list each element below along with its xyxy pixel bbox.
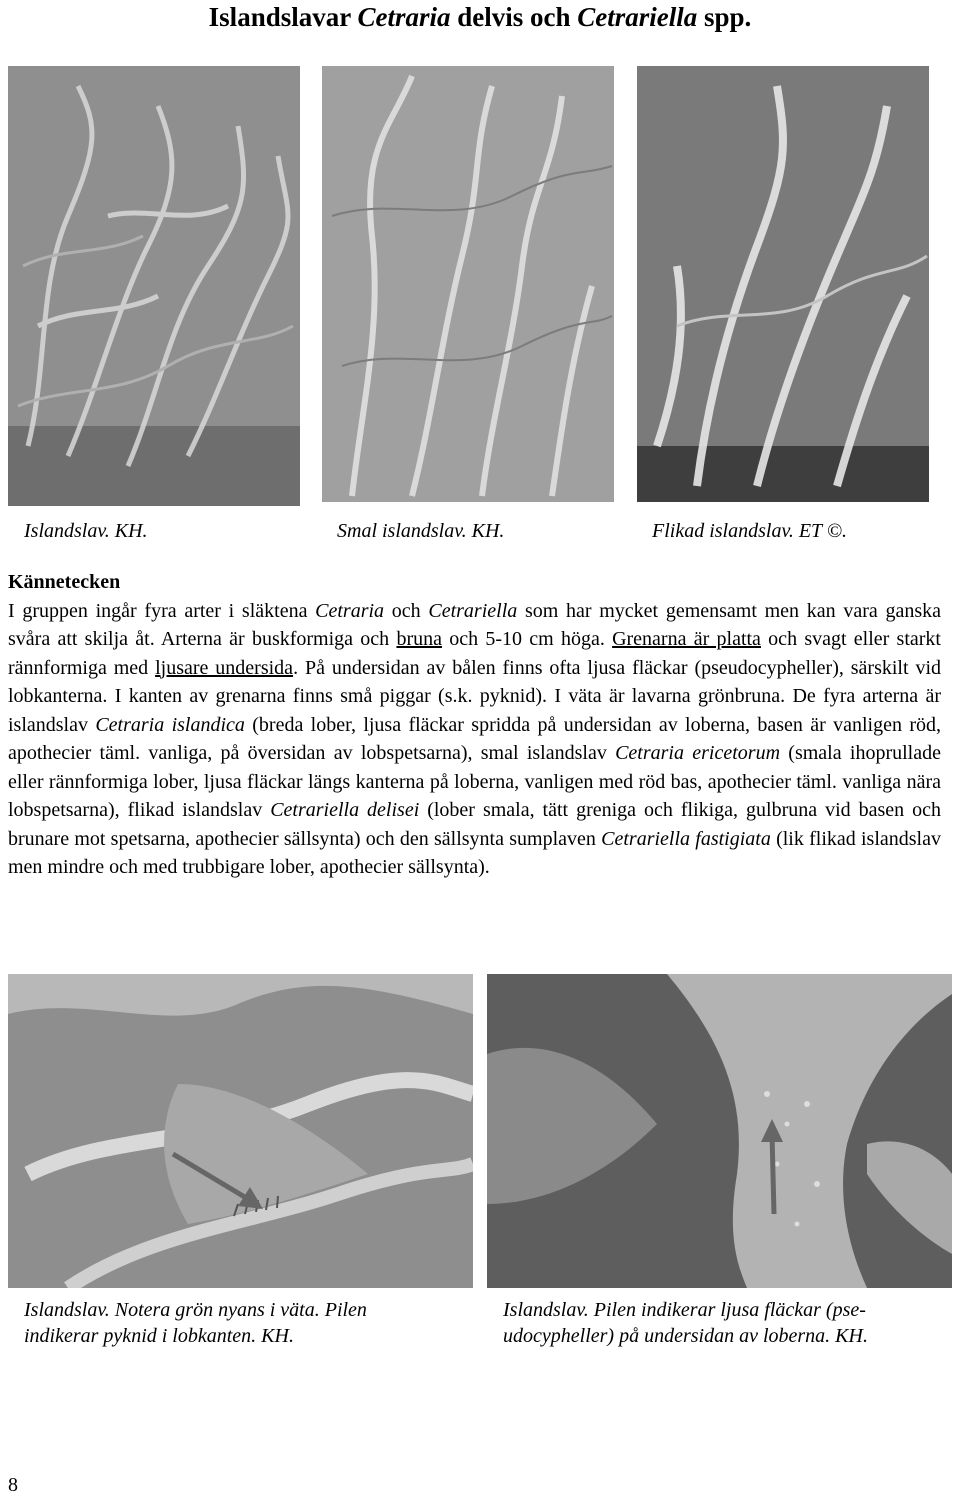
paragraph-text: (smala ihoprullade eller rännformiga lober, ljusa fläckar längs kanterna på loberna, vanligen med röd bas, apothecier täml. vanliga nära lobspetsarna), flikad islandslav <box>8 742 941 821</box>
caption-flikad-islandslav: Flikad islandslav. ET ©. <box>652 520 848 542</box>
paragraph-text: . På undersidan av bålen finns ofta ljusa fläckar (pseudocypheller), särskilt vid lobkanterna. I kanten av grenarna finns små piggar (s.k. pyknid). I väta är lavarna grönbruna. De fyra arterna är islandslav <box>8 656 942 736</box>
photo-islandslav-pseudocypheller <box>487 974 952 1288</box>
paragraph-text: och <box>384 599 429 622</box>
paragraph-text: som har mycket gemensamt men kan vara ganska svåra att skilja åt. Arterna är buskformiga och <box>8 599 941 650</box>
paragraph-text: (lik flikad islandslav men mindre och med trubbigare lober, apothecier sällsynta). <box>8 827 941 878</box>
paragraph-text: (breda lober, ljusa fläckar spridda på undersidan av loberna, basen är vanligen röd, apothecier täml. vanliga, på översidan av lobspetsarna), smal islandslav <box>8 713 941 764</box>
underlined-text: ljusare undersida <box>155 656 294 679</box>
species-name: Cetraria <box>315 599 385 622</box>
caption-islandslav: Islandslav. KH. <box>24 520 148 542</box>
underlined-text: Grenarna är platta <box>612 628 761 650</box>
body-section <box>8 568 941 882</box>
page-title: Islandslavar Cetraria delvis och Cetrariella spp. <box>208 2 752 32</box>
caption-bottom-right: Islandslav. Pilen indikerar ljusa fläckar (pse- udocypheller) på undersidan av loberna. KH. <box>503 1299 868 1347</box>
photo-flikad-islandslav <box>637 66 929 502</box>
species-name: Cetraria ericetorum <box>615 742 781 764</box>
underlined-text: bruna <box>396 628 442 650</box>
photo-islandslav <box>8 66 300 506</box>
paragraph-text: (lober smala, tätt greniga och flikiga, gulbruna vid basen och brunare mot spetsarna, apothecier sällsynta) och den sällsynta sumplaven <box>8 799 941 850</box>
paragraph-text: och svagt eller starkt rännformiga med <box>8 628 941 679</box>
photo-smal-islandslav <box>322 66 614 502</box>
paragraph-text: och 5-10 cm höga. <box>441 628 613 650</box>
photo-islandslav-pyknid <box>8 974 473 1288</box>
caption-smal-islandslav: Smal islandslav. KH. <box>337 520 505 542</box>
species-name: Cetraria islandica <box>95 713 245 736</box>
page-number: 8 <box>8 1474 18 1496</box>
species-name: Cetrariella <box>428 599 518 622</box>
species-name: Cetrariella delisei <box>270 799 420 821</box>
species-name: Cetrariella fastigiata <box>601 827 771 850</box>
section-paragraph <box>8 597 941 882</box>
caption-bottom-left: Islandslav. Notera grön nyans i väta. Pilen indikerar pyknid i lobkanten. KH. <box>24 1299 367 1347</box>
paragraph-text: I gruppen ingår fyra arter i släktena <box>8 599 316 622</box>
section-heading: Kännetecken <box>8 571 121 593</box>
